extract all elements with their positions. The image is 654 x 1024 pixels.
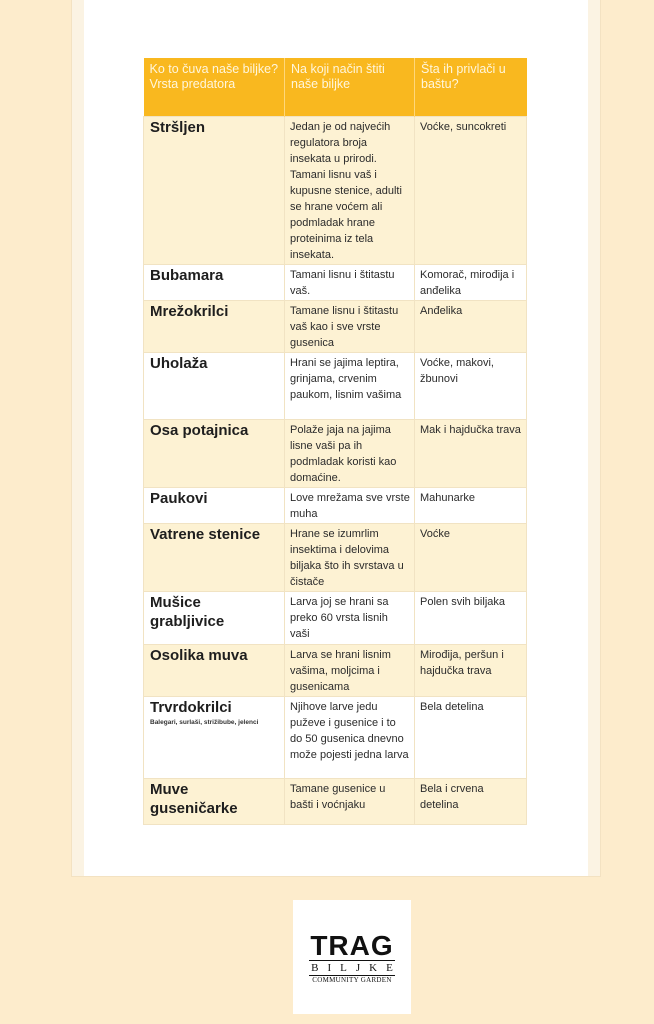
table-body bbox=[144, 117, 527, 825]
logo-subword: BILJKE bbox=[311, 962, 402, 974]
predator-how: Jedan je od najvećih regulatora broja insekata u prirodi. Tamani lisnu vaš i kupusne stenice, adulti se hrane voćem ali podmladak hrane proteinima iz tela insekata. bbox=[285, 117, 415, 265]
predator-name: Bubamara bbox=[144, 265, 285, 301]
predator-name: Trvrdokrilci bbox=[150, 699, 232, 716]
table-row bbox=[144, 592, 527, 645]
table-row bbox=[144, 265, 527, 301]
table-row bbox=[144, 697, 527, 779]
predator-attract: Mahunarke bbox=[415, 488, 527, 524]
predator-attract: Voćke bbox=[415, 524, 527, 592]
table-row bbox=[144, 117, 527, 265]
predator-how: Larva joj se hrani sa preko 60 vrsta lisnih vaši bbox=[285, 592, 415, 645]
predator-how: Love mrežama sve vrste muha bbox=[285, 488, 415, 524]
logo-wordmark: TRAG bbox=[310, 930, 394, 961]
table-row bbox=[144, 420, 527, 488]
predator-attract: Bela i crvena detelina bbox=[415, 779, 527, 825]
predator-name: Osa potajnica bbox=[144, 420, 285, 488]
logo-tagline: COMMUNITY GARDEN bbox=[312, 976, 392, 984]
predator-name: Osolika muva bbox=[144, 645, 285, 697]
predator-how: Tamani lisnu i štitastu vaš. bbox=[285, 265, 415, 301]
header-how: Na koji način štiti naše biljke bbox=[285, 58, 415, 117]
predator-attract: Voćke, makovi, žbunovi bbox=[415, 353, 527, 420]
predator-how: Tamane gusenice u bašti i voćnjaku bbox=[285, 779, 415, 825]
predator-name: Muve guseničarke bbox=[144, 779, 285, 825]
predator-name: Uholaža bbox=[144, 353, 285, 420]
predator-attract: Mak i hajdučka trava bbox=[415, 420, 527, 488]
predator-name: Vatrene stenice bbox=[144, 524, 285, 592]
predator-how: Hrane se izumrlim insektima i delovima biljaka što ih svrstava u čistače bbox=[285, 524, 415, 592]
predator-attract: Anđelika bbox=[415, 301, 527, 353]
predator-how: Hrani se jajima leptira, grinjama, crvenim paukom, lisnim vašima bbox=[285, 353, 415, 420]
predator-name: Stršljen bbox=[144, 117, 285, 265]
predator-attract: Polen svih biljaka bbox=[415, 592, 527, 645]
predator-name: Paukovi bbox=[144, 488, 285, 524]
table-row bbox=[144, 488, 527, 524]
predator-name-cell bbox=[144, 697, 285, 779]
trag-logo bbox=[293, 900, 411, 1014]
predator-name: Mušice grabljivice bbox=[144, 592, 285, 645]
table-row bbox=[144, 524, 527, 592]
header-predator: Ko to čuva naše biljke? Vrsta predatora bbox=[144, 58, 285, 117]
predator-attract: Komorač, mirođija i anđelika bbox=[415, 265, 527, 301]
table-row bbox=[144, 645, 527, 697]
predator-attract: Voćke, suncokreti bbox=[415, 117, 527, 265]
logo-rule-top bbox=[309, 960, 395, 961]
predator-how: Larva se hrani lisnim vašima, moljcima i gusenicama bbox=[285, 645, 415, 697]
predator-table bbox=[143, 58, 527, 825]
table-row bbox=[144, 301, 527, 353]
predator-subtypes: Balegari, surlaši, strižibube, jelenci bbox=[150, 719, 259, 726]
predator-name: Mrežokrilci bbox=[144, 301, 285, 353]
predator-how: Njihove larve jedu puževe i gusenice i to do 50 gusenica dnevno može pojesti jedna larva bbox=[285, 697, 415, 779]
table-row bbox=[144, 353, 527, 420]
predator-attract: Mirođija, peršun i hajdučka trava bbox=[415, 645, 527, 697]
table-row bbox=[144, 779, 527, 825]
predator-how: Polaže jaja na jajima lisne vaši pa ih podmladak koristi kao domaćine. bbox=[285, 420, 415, 488]
header-attract: Šta ih privlači u baštu? bbox=[415, 58, 527, 117]
predator-attract: Bela detelina bbox=[415, 697, 527, 779]
table-header bbox=[144, 58, 527, 117]
predator-how: Tamane lisnu i štitastu vaš kao i sve vrste gusenica bbox=[285, 301, 415, 353]
